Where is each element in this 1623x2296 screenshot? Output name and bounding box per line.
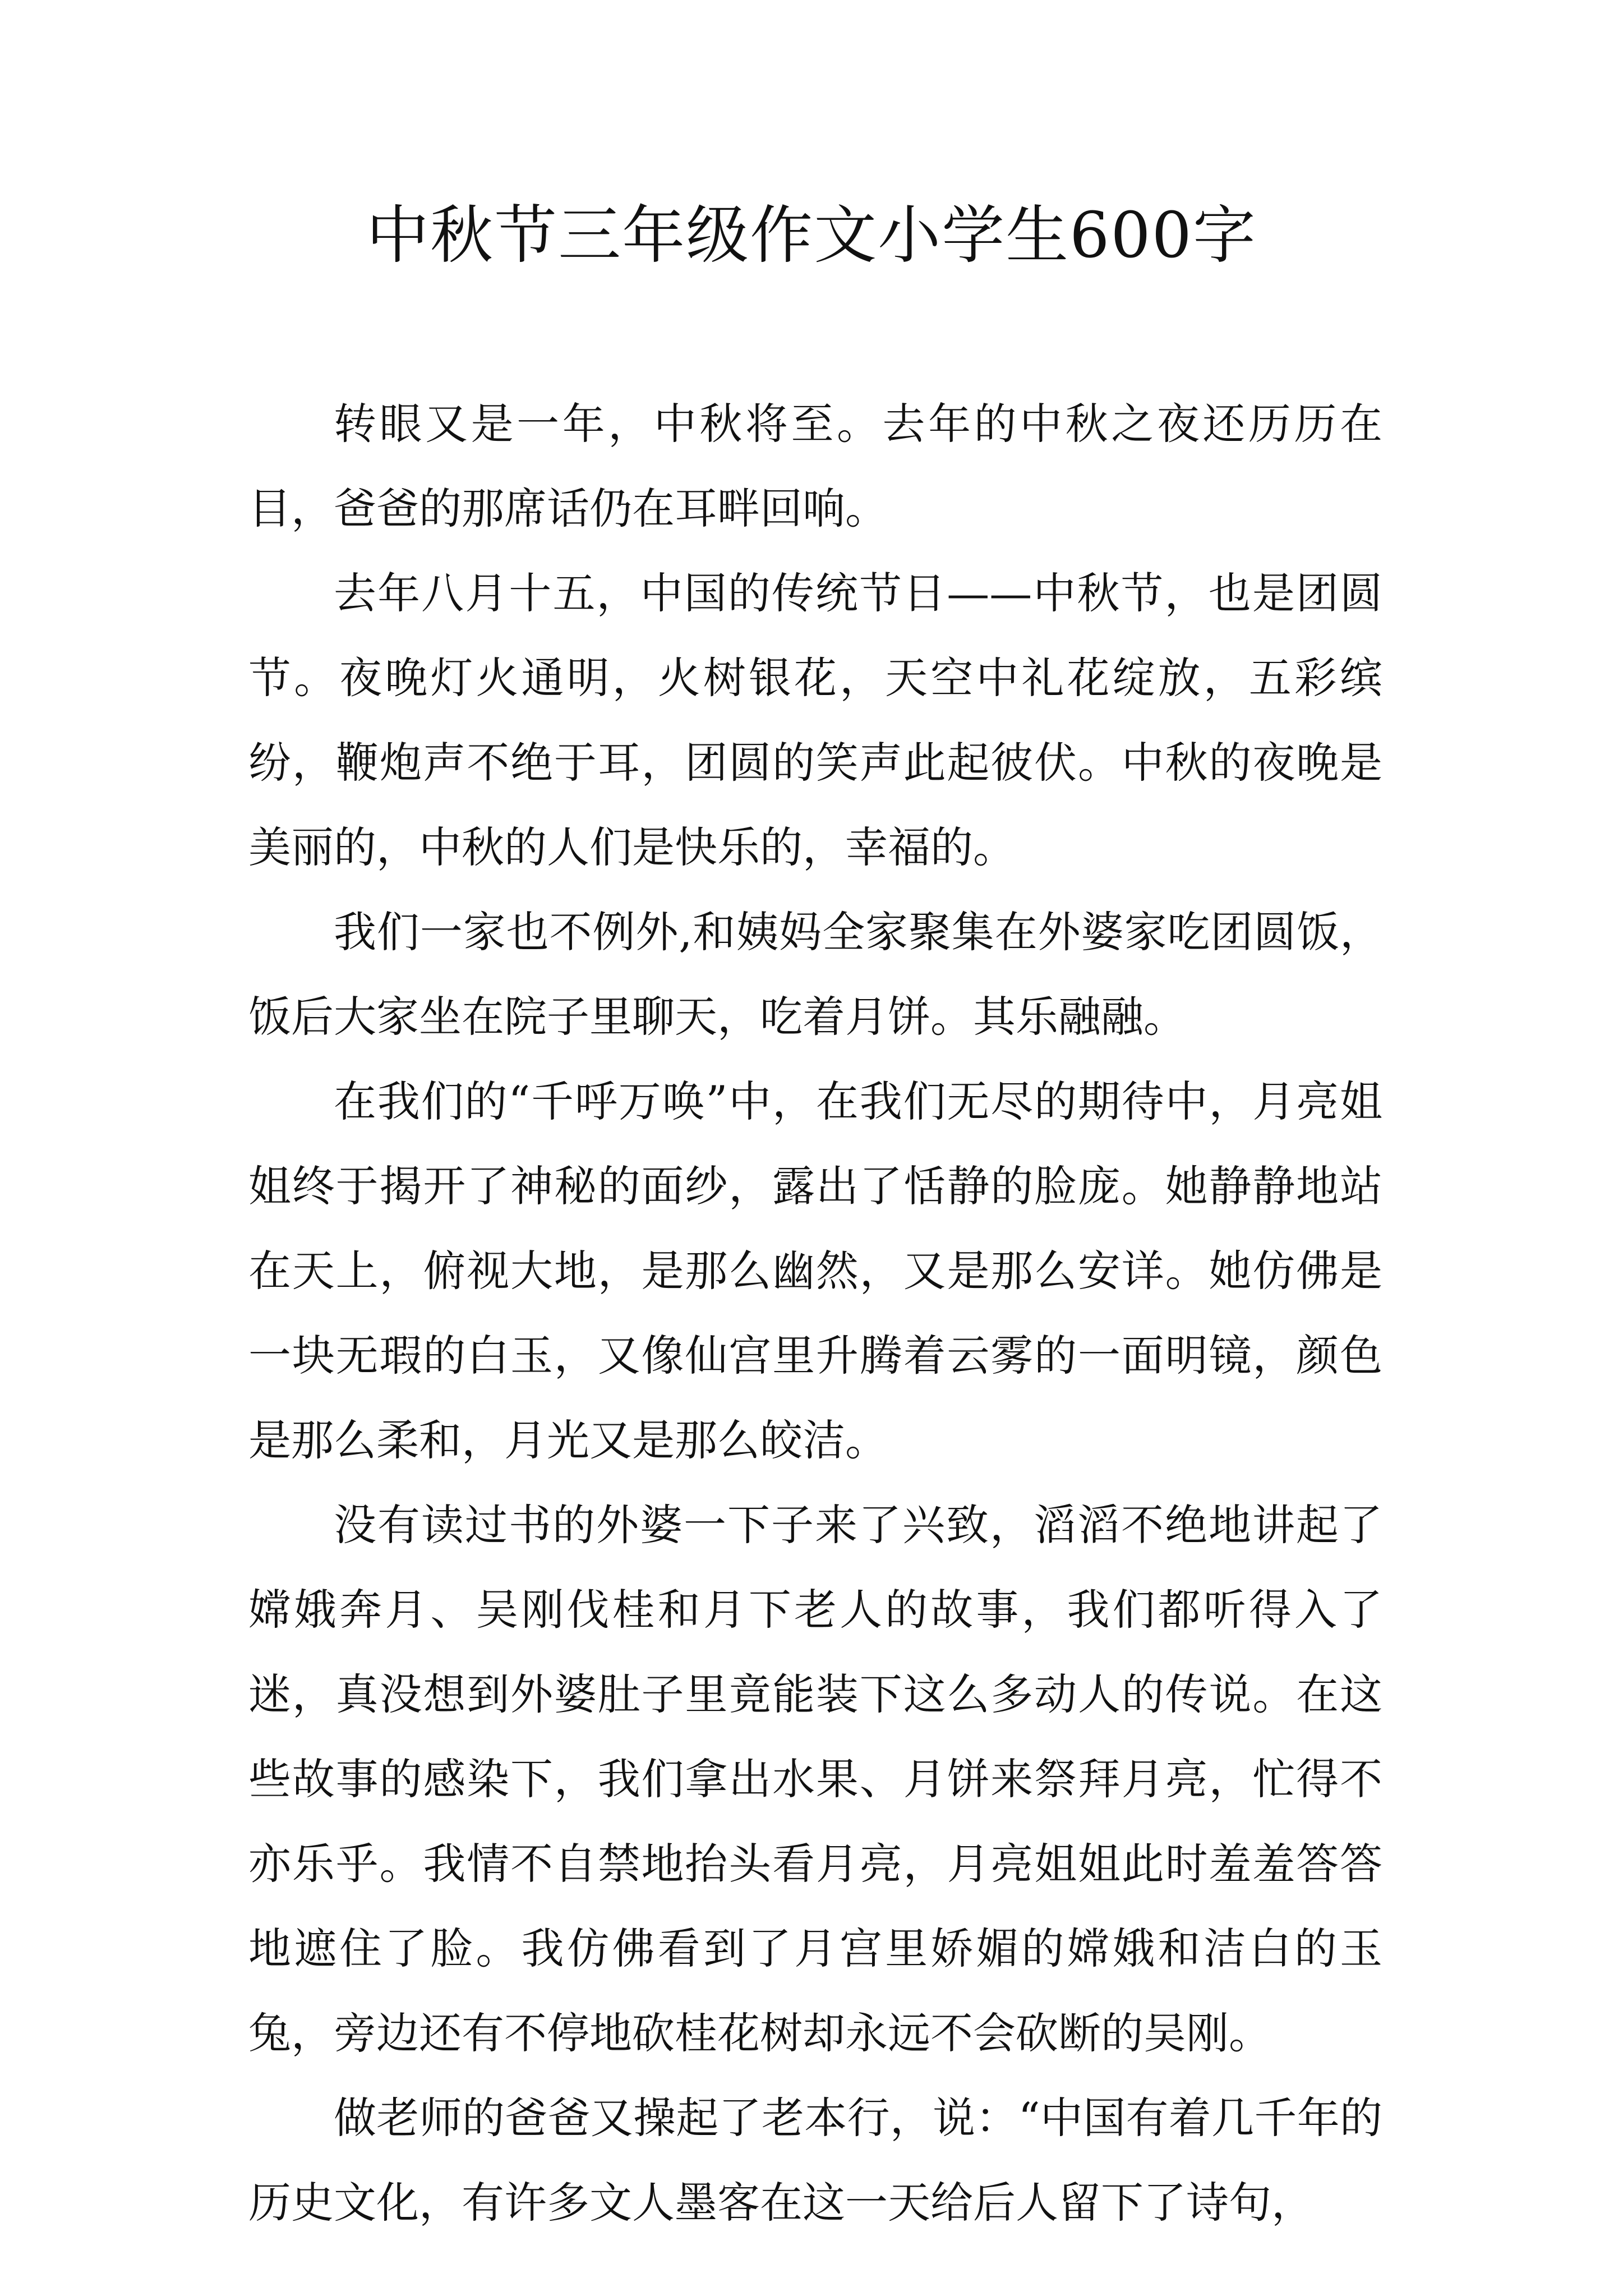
paragraph-5: 没有读过书的外婆一下子来了兴致，滔滔不绝地讲起了嫦娥奔月、吴刚伐桂和月下老人的故事，我们都听得入了迷，真没想到外婆肚子里竟能装下这么多动人的传说。在这些故事的感染下，我们拿出水果、月饼来祭拜月亮，忙得不亦乐乎。我情不自禁地抬头看月亮，月亮姐姐此时羞羞答答地遮住了脸。我仿佛看到了月宫里娇媚的嫦娥和洁白的玉兔，旁边还有不停地砍桂花树却永远不会砍断的吴刚。	[248, 1500, 1382, 2058]
paragraph-1: 转眼又是一年，中秋将至。去年的中秋之夜还历历在目，爸爸的那席话仍在耳畔回响。	[248, 399, 1382, 533]
paragraph-2: 去年八月十五，中国的传统节日——中秋节，也是团圆节。夜晚灯火通明，火树银花，天空中礼花绽放，五彩缤纷，鞭炮声不绝于耳，团圆的笑声此起彼伏。中秋的夜晚是美丽的，中秋的人们是快乐的，幸福的。	[248, 568, 1382, 872]
paragraph-6: 做老师的爸爸又操起了老本行，说：“中国有着几千年的历史文化，有许多文人墨客在这一天给后人留下了诗句，	[248, 2093, 1382, 2228]
paragraph-4: 在我们的“千呼万唤”中，在我们无尽的期待中，月亮姐姐终于揭开了神秘的面纱，露出了恬静的脸庞。她静静地站在天上，俯视大地，是那么幽然，又是那么安详。她仿佛是一块无瑕的白玉，又像仙宫里升腾着云雾的一面明镜，颜色是那么柔和，月光又是那么皎洁。	[248, 1076, 1382, 1465]
document-body	[248, 381, 1382, 2245]
document-title: 中秋节三年级作文小学生600字	[366, 199, 1257, 272]
paragraph-3: 我们一家也不例外,和姨妈全家聚集在外婆家吃团圆饭，饭后大家坐在院子里聊天，吃着月饼。其乐融融。	[248, 907, 1382, 1042]
